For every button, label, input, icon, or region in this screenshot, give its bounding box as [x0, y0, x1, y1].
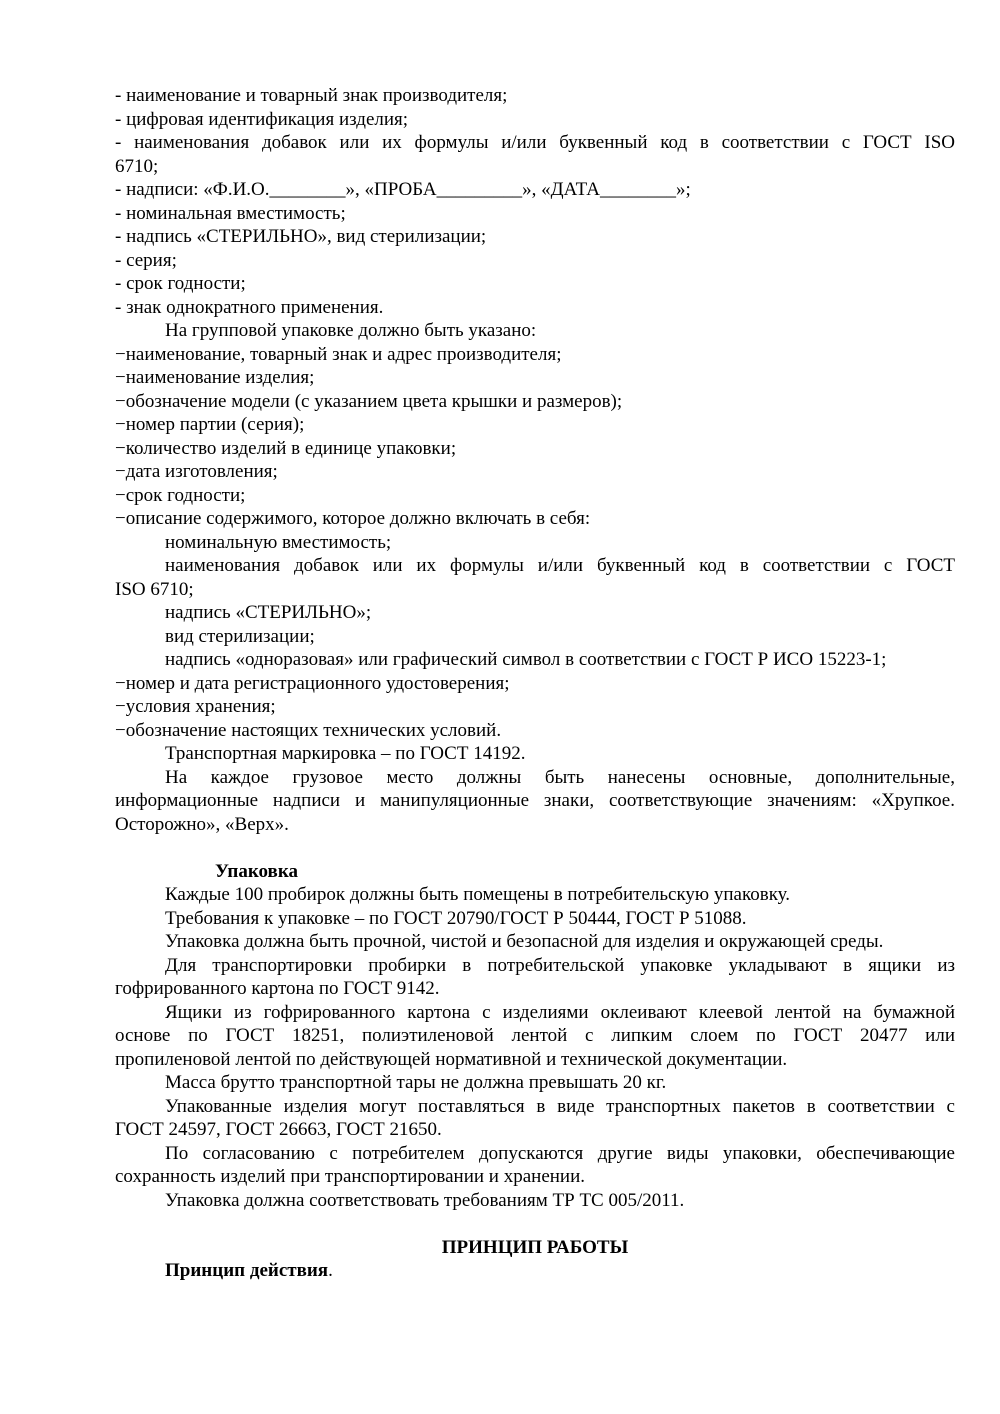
text-line: Каждые 100 пробирок должны быть помещены в потребительскую упаковку. [165, 884, 791, 905]
text-line: −номер и дата регистрационного удостоверения; [115, 672, 510, 694]
text-line: ПРИНЦИП РАБОТЫ [441, 1236, 629, 1258]
paragraph [115, 108, 955, 132]
paragraph [115, 249, 955, 273]
text-line: Транспортная маркировка – по ГОСТ 14192. [165, 743, 526, 764]
paragraph [115, 672, 955, 696]
text-line: −наименование, товарный знак и адрес производителя; [115, 343, 562, 365]
paragraph [115, 1259, 955, 1283]
paragraph [115, 1001, 955, 1072]
text-line: Требования к упаковке – по ГОСТ 20790/ГОСТ Р 50444, ГОСТ Р 51088. [165, 907, 747, 929]
text-line: На каждое грузовое место должны быть нанесены основные, дополнительные, [165, 766, 955, 788]
paragraph [115, 719, 955, 743]
paragraph [115, 484, 955, 508]
paragraph [115, 625, 955, 649]
paragraph [115, 225, 955, 249]
text-line: - надпись «СТЕРИЛЬНО», вид стерилизации; [115, 226, 487, 247]
paragraph [115, 319, 955, 343]
text-line: По согласованию с потребителем допускаются другие виды упаковки, обеспечивающие [165, 1142, 955, 1164]
text-line: сохранность изделий при транспортировании и хранении. [115, 1166, 586, 1187]
text-line: −дата изготовления; [115, 461, 278, 482]
paragraph [115, 930, 955, 954]
paragraph [115, 954, 955, 1001]
text-run: . [328, 1260, 333, 1281]
paragraph [115, 766, 955, 837]
paragraph [115, 554, 955, 601]
paragraph [115, 202, 955, 226]
text-line: Упаковка [215, 860, 298, 882]
text-line: - цифровая идентификация изделия; [115, 108, 409, 130]
text-line: наименования добавок или их формулы и/или буквенный код в соответствии с ГОСТ [165, 555, 955, 576]
text-line [115, 1259, 955, 1283]
blank-line [115, 836, 955, 860]
text-line: −наименование изделия; [115, 367, 315, 388]
text-line: −описание содержимого, которое должно включать в себя: [115, 508, 591, 529]
paragraph [115, 366, 955, 390]
section-heading [115, 1236, 955, 1260]
text-line: −обозначение настоящих технических условий. [115, 719, 502, 741]
text-line: Масса брутто транспортной тары не должна превышать 20 кг. [165, 1072, 667, 1093]
paragraph [115, 1071, 955, 1095]
paragraph [115, 1095, 955, 1142]
text-line: Осторожно», «Верх». [115, 813, 289, 835]
text-line: −обозначение модели (с указанием цвета крышки и размеров); [115, 390, 623, 412]
paragraph [115, 601, 955, 625]
text-line: надпись «СТЕРИЛЬНО»; [165, 602, 372, 623]
paragraph [115, 531, 955, 555]
text-line: информационные надписи и манипуляционные знаки, соответствующие значениям: «Хрупкое. [115, 790, 955, 811]
paragraph [115, 343, 955, 367]
blank-line [115, 1212, 955, 1236]
text-line: вид стерилизации; [165, 625, 315, 647]
text-line: номинальную вместимость; [165, 531, 392, 553]
paragraph [115, 178, 955, 202]
text-line: Упаковка должна соответствовать требованиям ТР ТС 005/2011. [165, 1189, 685, 1211]
paragraph [115, 695, 955, 719]
paragraph [115, 84, 955, 108]
paragraph [115, 648, 955, 672]
paragraph [115, 507, 955, 531]
text-line: Для транспортировки пробирки в потребительской упаковке укладывают в ящики из [165, 954, 955, 976]
text-line: надпись «одноразовая» или графический символ в соответствии с ГОСТ Р ИСО 15223-1; [165, 649, 887, 670]
text-line: −срок годности; [115, 484, 246, 506]
text-line: - серия; [115, 249, 177, 271]
text-line: ISO 6710; [115, 578, 194, 600]
text-line: - надписи: «Ф.И.О.________», «ПРОБА_________», «ДАТА________»; [115, 179, 691, 200]
text-line: Ящики из гофрированного картона с изделиями оклеивают клеевой лентой на бумажной [165, 1001, 955, 1023]
text-line: основе по ГОСТ 18251, полиэтиленовой лентой с липким слоем по ГОСТ 20477 или [115, 1025, 955, 1046]
text-line: - срок годности; [115, 273, 246, 294]
text-line: - знак однократного применения. [115, 296, 384, 318]
paragraph [115, 390, 955, 414]
paragraph [115, 413, 955, 437]
text-line: ГОСТ 24597, ГОСТ 26663, ГОСТ 21650. [115, 1119, 442, 1140]
paragraph [115, 296, 955, 320]
text-line: На групповой упаковке должно быть указано: [165, 320, 537, 341]
paragraph [115, 1142, 955, 1189]
text-line: - номинальная вместимость; [115, 202, 346, 224]
paragraph [115, 742, 955, 766]
document-body [115, 84, 955, 1283]
text-line: - наименования добавок или их формулы и/или буквенный код в соответствии с ГОСТ ISO [115, 132, 955, 153]
paragraph [115, 460, 955, 484]
text-line: 6710; [115, 155, 159, 177]
text-line: Упаковка должна быть прочной, чистой и безопасной для изделия и окружающей среды. [165, 931, 884, 952]
text-line: гофрированного картона по ГОСТ 9142. [115, 978, 440, 999]
paragraph [115, 1189, 955, 1213]
bold-text-run: Принцип действия [165, 1260, 329, 1281]
paragraph [115, 883, 955, 907]
paragraph [115, 437, 955, 461]
paragraph [115, 131, 955, 178]
sub-heading [115, 860, 955, 884]
text-line: - наименование и товарный знак производителя; [115, 85, 508, 106]
paragraph [115, 907, 955, 931]
paragraph [115, 272, 955, 296]
text-line: Упакованные изделия могут поставляться в виде транспортных пакетов в соответствии с [165, 1095, 955, 1117]
text-line: −номер партии (серия); [115, 414, 305, 435]
text-line: пропиленовой лентой по действующей нормативной и технической документации. [115, 1048, 788, 1070]
text-line: −количество изделий в единице упаковки; [115, 437, 457, 459]
text-line: −условия хранения; [115, 696, 276, 717]
